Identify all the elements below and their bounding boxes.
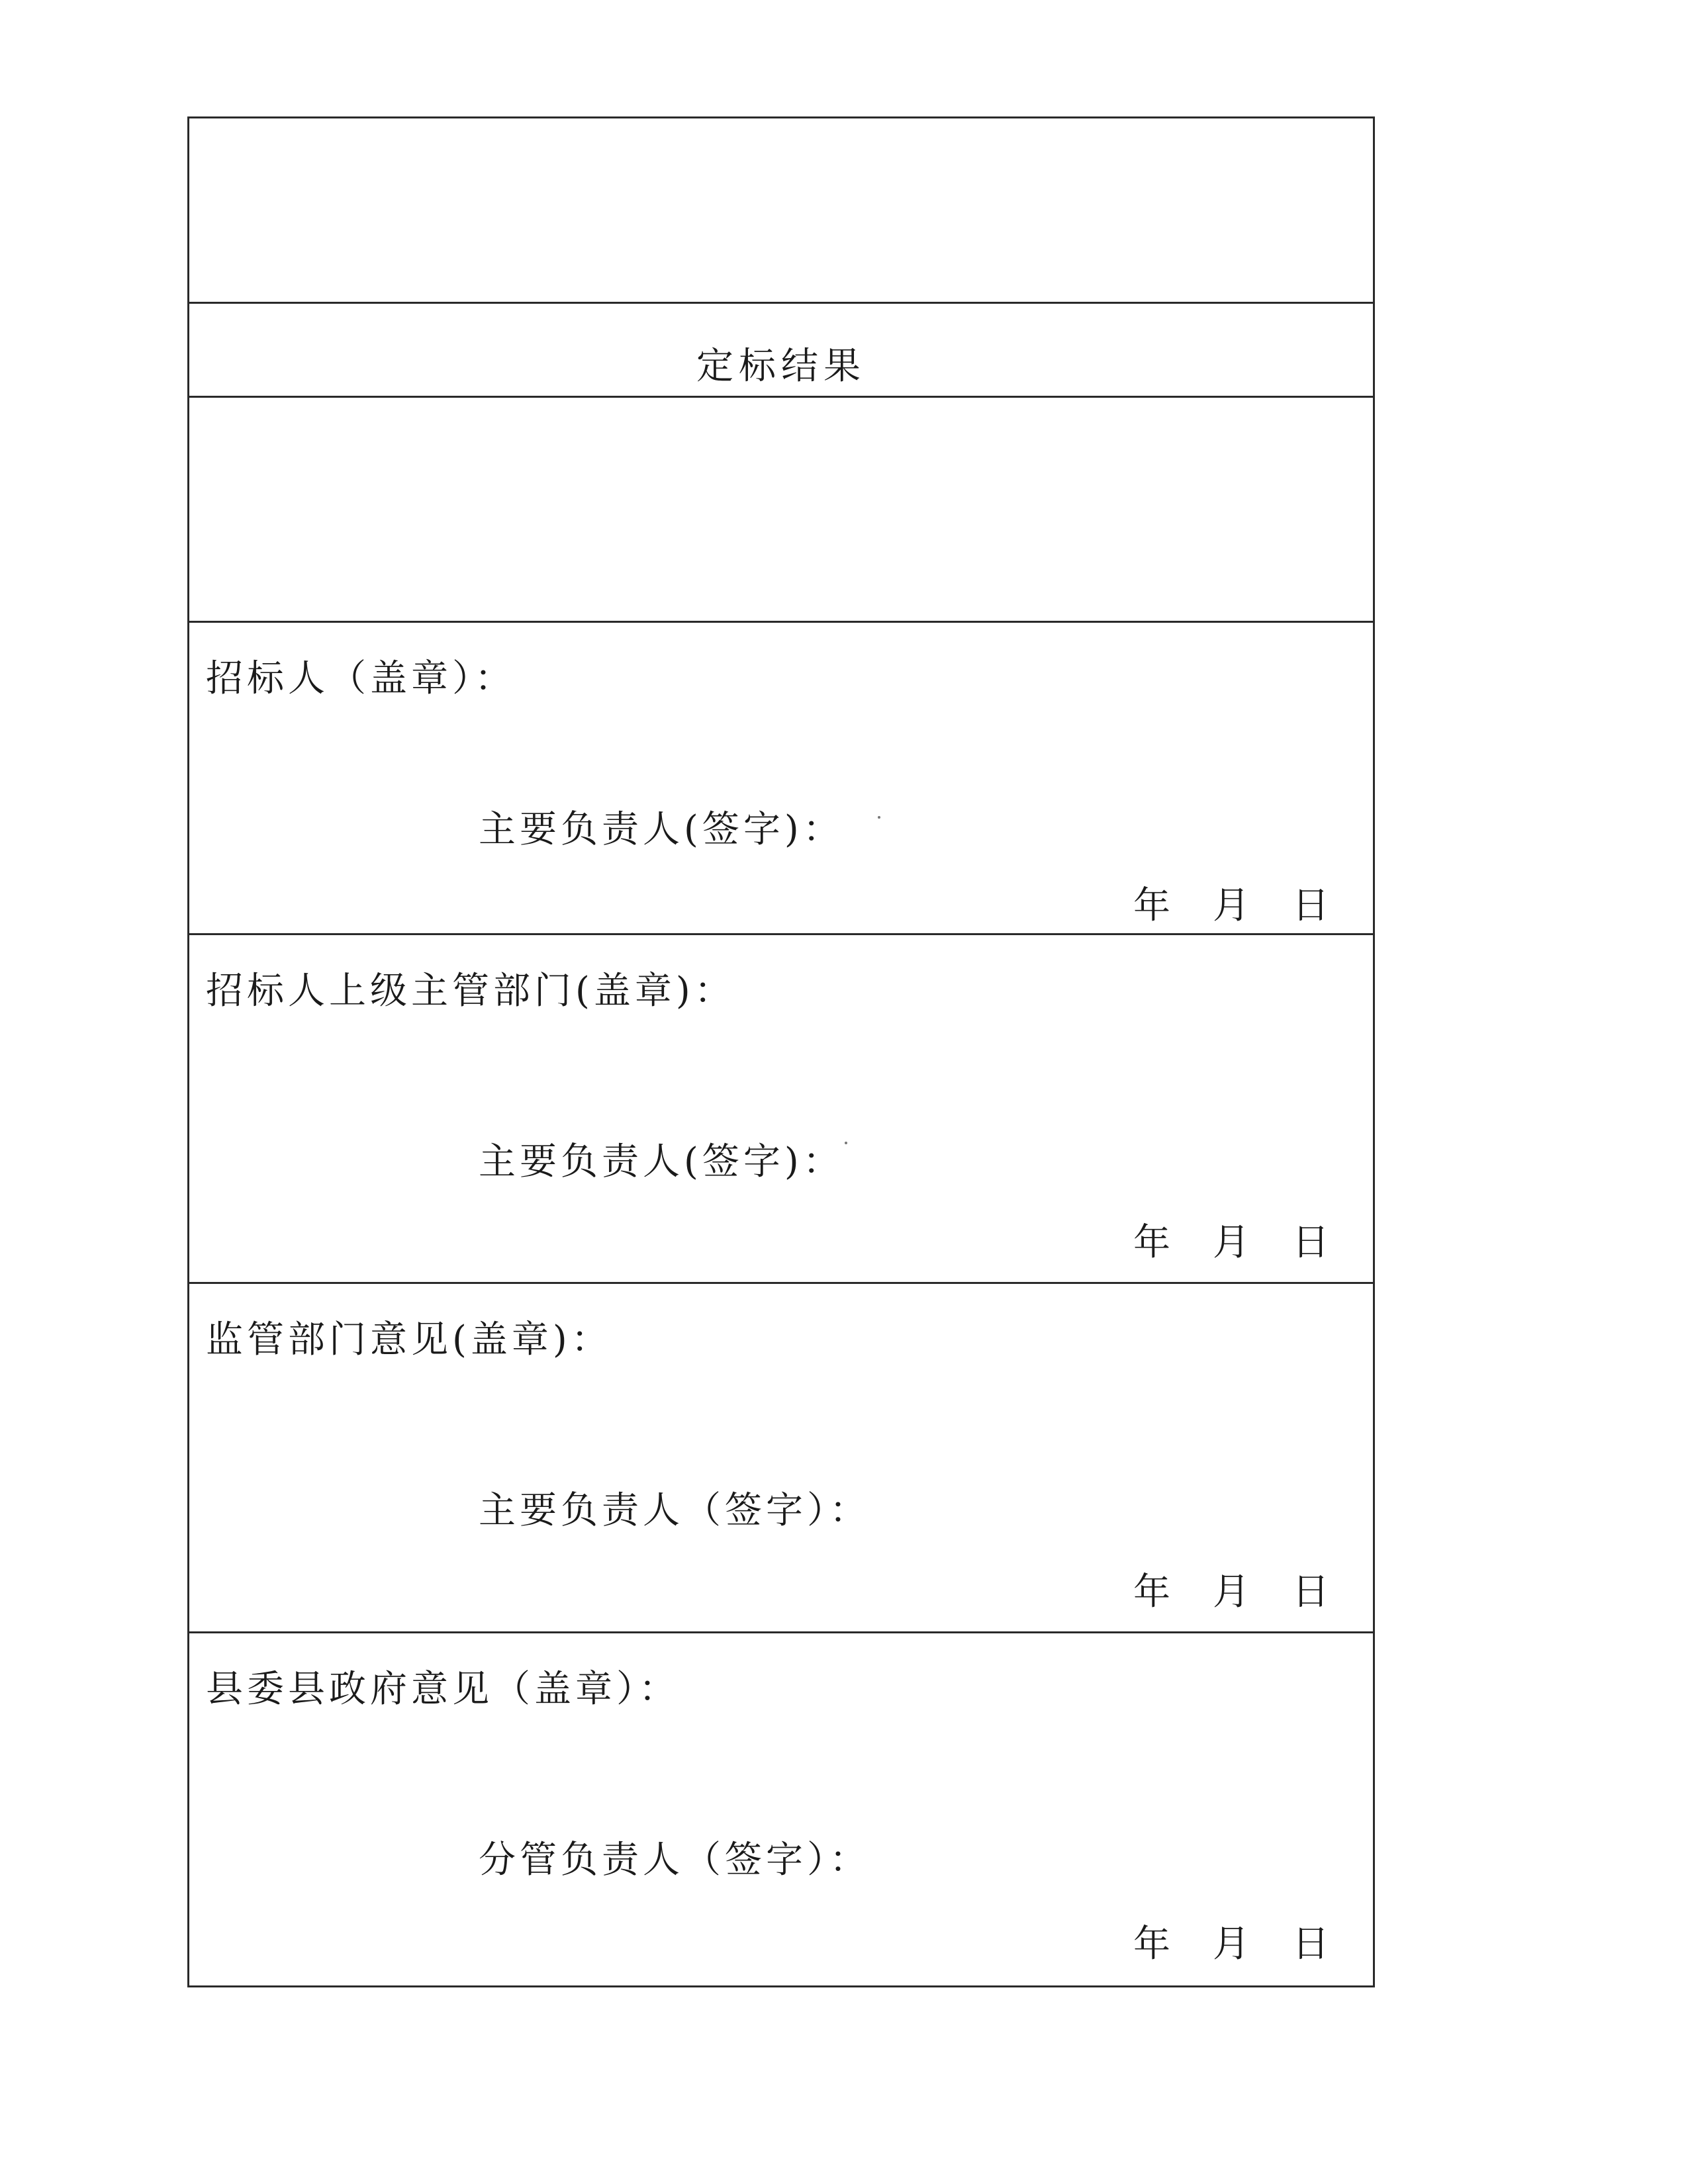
county-gov-date — [1133, 1915, 1329, 1968]
superior-dept-seal-label: 招标人上级主管部门(盖章)： — [206, 970, 735, 1013]
supervision-dept-signature-label: 主要负责人（签字）： — [479, 1489, 870, 1532]
date-month: 月 — [1213, 884, 1250, 927]
county-gov-signature-label: 分管负责人（签字）： — [479, 1839, 870, 1882]
county-gov-seal-label: 县委县政府意见（盖章）： — [206, 1668, 680, 1711]
date-day: 日 — [1292, 1570, 1329, 1614]
scan-speck — [878, 816, 880, 819]
superior-dept-signature-label: 主要负责人(签字)： — [479, 1140, 844, 1183]
date-day: 日 — [1292, 1923, 1329, 1966]
superior-dept-date — [1133, 1213, 1329, 1266]
scan-speck — [845, 1142, 847, 1144]
date-month: 月 — [1213, 1570, 1250, 1614]
date-month: 月 — [1213, 1221, 1250, 1264]
tenderer-date — [1133, 876, 1329, 929]
date-year: 年 — [1133, 1923, 1170, 1966]
tenderer-section — [189, 623, 1373, 935]
bid-determination-form — [187, 116, 1375, 1987]
superior-dept-section — [189, 935, 1373, 1284]
tenderer-signature-label: 主要负责人(签字)： — [479, 808, 844, 851]
supervision-dept-seal-label: 监管部门意见(盖章)： — [206, 1318, 612, 1361]
date-day: 日 — [1292, 884, 1329, 927]
supervision-dept-date — [1133, 1563, 1329, 1615]
date-month: 月 — [1213, 1923, 1250, 1966]
county-gov-section — [189, 1633, 1373, 1985]
blank-top-cell — [189, 118, 1373, 304]
tenderer-seal-label: 招标人（盖章）： — [206, 657, 516, 700]
result-content-cell[interactable] — [189, 398, 1373, 623]
result-header-row — [189, 304, 1373, 398]
result-header-title: 定标结果 — [696, 345, 866, 388]
date-day: 日 — [1292, 1221, 1329, 1264]
date-year: 年 — [1133, 1221, 1170, 1264]
date-year: 年 — [1133, 884, 1170, 927]
date-year: 年 — [1133, 1570, 1170, 1614]
supervision-dept-section — [189, 1284, 1373, 1633]
